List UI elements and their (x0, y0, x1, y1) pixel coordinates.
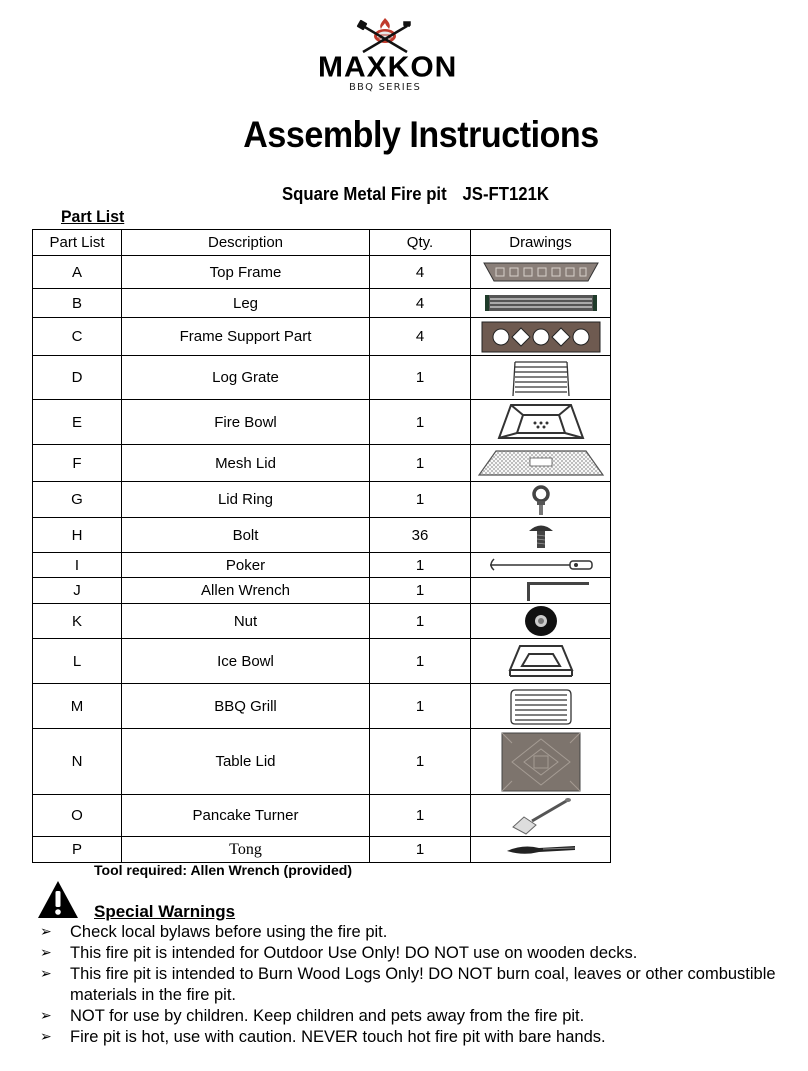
special-warnings-heading: Special Warnings (94, 902, 236, 921)
arrow-bullet-icon: ➢ (40, 966, 52, 982)
part-description: Fire Bowl (122, 400, 370, 445)
list-item (40, 922, 800, 943)
part-qty: 1 (370, 400, 471, 445)
part-description: Nut (122, 604, 370, 639)
ice-bowl-drawing (506, 642, 576, 680)
table-row (33, 318, 611, 356)
warning-text: NOT for use by children. Keep children and pets away from the fire pit. (70, 1007, 585, 1025)
part-letter: I (33, 553, 122, 578)
part-letter: P (33, 837, 122, 863)
part-letter: A (33, 256, 122, 289)
table-row (33, 578, 611, 604)
part-description: Tong (122, 837, 370, 863)
part-qty: 1 (370, 604, 471, 639)
table-row (33, 639, 611, 684)
part-description: Poker (122, 553, 370, 578)
part-drawing (471, 482, 611, 518)
warning-text: This fire pit is intended to Burn Wood Logs Only! DO NOT burn coal, leaves or other combustible materials in the fire pit. (70, 965, 776, 1004)
table-row (33, 256, 611, 289)
table-row (33, 400, 611, 445)
table-lid-drawing (500, 731, 582, 793)
part-letter: J (33, 578, 122, 604)
warnings-list (40, 922, 800, 1048)
header-qty: Qty. (370, 230, 471, 256)
product-name: Square Metal Fire pit (282, 184, 447, 204)
list-item (40, 1006, 800, 1027)
part-qty: 1 (370, 445, 471, 482)
page-title: Assembly Instructions (243, 114, 599, 155)
part-drawing (471, 639, 611, 684)
part-drawing (471, 553, 611, 578)
part-drawing (471, 318, 611, 356)
part-description: Log Grate (122, 356, 370, 400)
part-letter: G (33, 482, 122, 518)
poker-drawing (486, 556, 596, 574)
part-drawing (471, 795, 611, 837)
part-letter: E (33, 400, 122, 445)
part-qty: 36 (370, 518, 471, 553)
product-heading (282, 184, 549, 205)
part-description: Leg (122, 289, 370, 318)
header-drawings: Drawings (471, 230, 611, 256)
part-list-heading: Part List (61, 207, 125, 226)
brand-name: MAXKON (318, 51, 458, 84)
allen-wrench-drawing (491, 580, 591, 602)
part-drawing (471, 518, 611, 553)
lid-ring-drawing (526, 484, 556, 516)
parts-table (32, 229, 611, 863)
header-part: Part List (33, 230, 122, 256)
table-row (33, 795, 611, 837)
warning-text: Check local bylaws before using the fire pit. (70, 923, 388, 941)
table-row (33, 553, 611, 578)
grill-utensils-icon (355, 16, 415, 56)
part-drawing (471, 684, 611, 729)
part-qty: 1 (370, 837, 471, 863)
part-drawing (471, 729, 611, 795)
table-row (33, 289, 611, 318)
part-drawing (471, 356, 611, 400)
header-description: Description (122, 230, 370, 256)
part-letter: O (33, 795, 122, 837)
frame-support-drawing (480, 320, 602, 354)
part-description: Pancake Turner (122, 795, 370, 837)
part-drawing (471, 400, 611, 445)
warning-text: Fire pit is hot, use with caution. NEVER touch hot fire pit with bare hands. (70, 1028, 606, 1046)
part-drawing (471, 837, 611, 863)
part-qty: 4 (370, 289, 471, 318)
part-description: Top Frame (122, 256, 370, 289)
table-row (33, 518, 611, 553)
list-item (40, 1027, 800, 1048)
part-qty: 1 (370, 553, 471, 578)
part-letter: K (33, 604, 122, 639)
part-qty: 1 (370, 482, 471, 518)
part-qty: 1 (370, 639, 471, 684)
part-description: Allen Wrench (122, 578, 370, 604)
part-qty: 4 (370, 318, 471, 356)
warning-icon (37, 880, 79, 920)
arrow-bullet-icon: ➢ (40, 1008, 52, 1024)
part-drawing (471, 578, 611, 604)
brand-logo (318, 16, 458, 98)
part-letter: H (33, 518, 122, 553)
warning-text: This fire pit is intended for Outdoor Use Only! DO NOT use on wooden decks. (70, 944, 638, 962)
table-row (33, 445, 611, 482)
product-model: JS-FT121K (462, 184, 550, 204)
part-letter: F (33, 445, 122, 482)
log-grate-drawing (509, 358, 573, 398)
part-drawing (471, 445, 611, 482)
brand-subtitle: BBQ SERIES (349, 82, 421, 93)
nut-drawing (523, 604, 559, 638)
table-header-row (33, 230, 611, 256)
part-description: Bolt (122, 518, 370, 553)
arrow-bullet-icon: ➢ (40, 1029, 52, 1045)
part-letter: L (33, 639, 122, 684)
part-letter: B (33, 289, 122, 318)
list-item (40, 943, 800, 964)
table-row (33, 684, 611, 729)
top-frame-drawing (482, 260, 600, 284)
part-description: Mesh Lid (122, 445, 370, 482)
leg-drawing (482, 292, 600, 314)
part-drawing (471, 604, 611, 639)
part-qty: 1 (370, 356, 471, 400)
part-qty: 1 (370, 578, 471, 604)
part-drawing (471, 256, 611, 289)
part-qty: 4 (370, 256, 471, 289)
part-description: BBQ Grill (122, 684, 370, 729)
part-letter: D (33, 356, 122, 400)
part-description: Ice Bowl (122, 639, 370, 684)
bbq-grill-drawing (509, 686, 573, 726)
part-description: Frame Support Part (122, 318, 370, 356)
tong-drawing (503, 842, 579, 858)
mesh-lid-drawing (476, 447, 606, 479)
fire-bowl-drawing (495, 401, 587, 443)
part-qty: 1 (370, 684, 471, 729)
arrow-bullet-icon: ➢ (40, 945, 52, 961)
table-row (33, 356, 611, 400)
part-letter: C (33, 318, 122, 356)
part-drawing (471, 289, 611, 318)
bolt-drawing (526, 520, 556, 550)
arrow-bullet-icon: ➢ (40, 924, 52, 940)
pancake-turner-drawing (510, 797, 572, 835)
part-description: Table Lid (122, 729, 370, 795)
part-qty: 1 (370, 795, 471, 837)
table-row (33, 482, 611, 518)
list-item (40, 964, 800, 1006)
part-description: Lid Ring (122, 482, 370, 518)
tool-required-note: Tool required: Allen Wrench (provided) (94, 862, 352, 878)
table-row (33, 729, 611, 795)
part-qty: 1 (370, 729, 471, 795)
table-row (33, 604, 611, 639)
part-letter: M (33, 684, 122, 729)
part-letter: N (33, 729, 122, 795)
table-row (33, 837, 611, 863)
